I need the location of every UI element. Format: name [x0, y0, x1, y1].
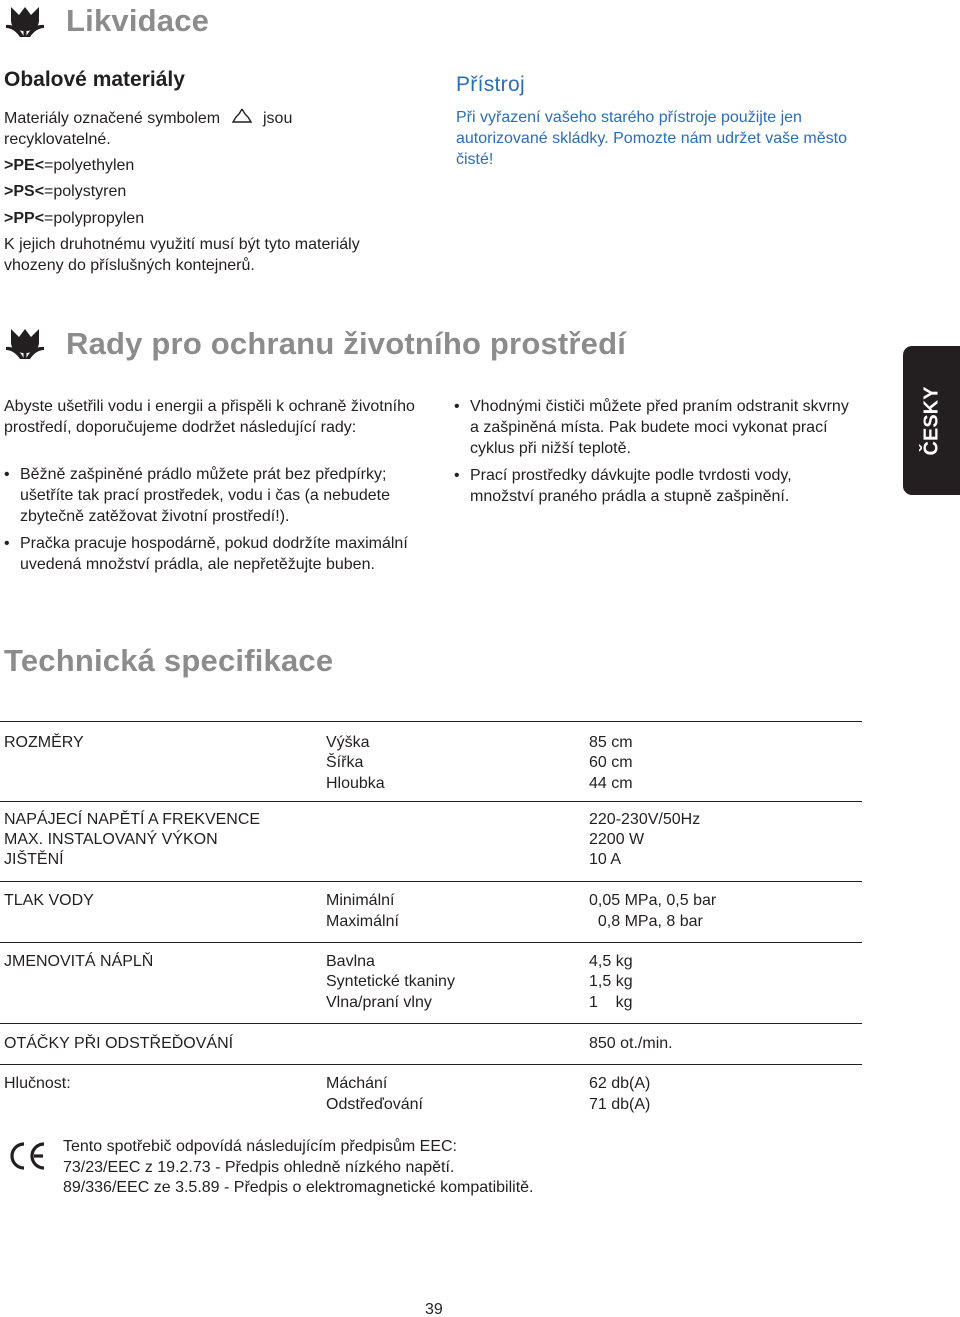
material-pp-code: >PP< — [4, 210, 45, 227]
spec-param: Výška — [326, 734, 370, 751]
packaging-heading: Obalové materiály — [4, 68, 185, 91]
environment-tips-right — [454, 396, 854, 507]
disposal-title: Likvidace — [66, 3, 210, 38]
material-ps — [4, 181, 126, 202]
packaging-note: K jejich druhotnému využití musí být tyto materiály vhozeny do příslušných kontejnerů. — [4, 236, 360, 274]
spec-value: 10 A — [589, 851, 622, 868]
spec-param: Maximální — [326, 913, 399, 930]
spec-param: Vlna/praní vlny — [326, 994, 432, 1011]
packaging-intro-before: Materiály označené symbolem — [4, 110, 221, 127]
ce-text — [63, 1137, 763, 1199]
material-ps-code: >PS< — [4, 183, 45, 200]
spec-value: 85 cm — [589, 734, 633, 751]
list-item: • Prací prostředky dávkujte podle tvrdosti vody, množství praného prádla a stupně zašpinění. — [454, 465, 854, 507]
ce-line: Tento spotřebič odpovídá následujícím předpisům EEC: — [63, 1138, 457, 1155]
spec-param: Hloubka — [326, 775, 385, 792]
spec-value: 44 cm — [589, 775, 633, 792]
spec-param: Minimální — [326, 892, 395, 909]
spec-value: 0,8 MPa, 8 bar — [589, 913, 703, 930]
spec-label: OTÁČKY PŘI ODSTŘEĎOVÁNÍ — [4, 1035, 234, 1052]
language-tab-label: ČESKY — [920, 386, 942, 455]
environment-tips-left — [4, 464, 424, 575]
material-pe-code: >PE< — [4, 157, 45, 174]
ce-mark-icon — [6, 1140, 48, 1172]
material-pp-name: =polypropylen — [44, 210, 145, 227]
eco-flower-icon — [6, 325, 44, 361]
list-item: • Vhodnými čističi můžete před praním odstranit skvrny a zašpiněná místa. Pak budete moci vykonat prací cyklus při nižší teplotě. — [454, 396, 854, 459]
spec-value: 4,5 kg — [589, 953, 633, 970]
list-item: • Běžně zašpiněné prádlo můžete prát bez předpírky; ušetříte tak prací prostředek, vodu i čas (a nebudete zbytečně zatěžovat životní prostředí!). — [4, 464, 424, 527]
packaging-intro-after: jsou — [263, 110, 293, 127]
spec-label: JMENOVITÁ NÁPLŇ — [4, 953, 154, 970]
spec-value: 2200 W — [589, 831, 645, 848]
material-pe — [4, 155, 134, 176]
spec-label: ROZMĚRY — [4, 734, 84, 751]
environment-title: Rady pro ochranu životního prostředí — [66, 326, 627, 361]
page-number: 39 — [425, 1301, 443, 1317]
spec-value: 0,05 MPa, 0,5 bar — [589, 892, 717, 909]
packaging-intro — [4, 108, 424, 150]
material-pp — [4, 208, 144, 229]
spec-param: Bavlna — [326, 953, 375, 970]
spec-param: Odstřeďování — [326, 1096, 423, 1113]
language-tab — [903, 346, 960, 495]
spec-value: 62 db(A) — [589, 1075, 651, 1092]
spec-value: 60 cm — [589, 754, 633, 771]
appliance-text: Při vyřazení vašeho starého přístroje použijte jen autorizované skládky. Pomozte nám udržet vaše město čisté! — [456, 109, 847, 168]
spec-param: Syntetické tkaniny — [326, 973, 455, 990]
specs-divider — [0, 721, 862, 722]
material-ps-name: =polystyren — [44, 183, 127, 200]
spec-label: Hlučnost: — [4, 1075, 71, 1092]
spec-value: 850 ot./min. — [589, 1035, 673, 1052]
spec-value: 71 db(A) — [589, 1096, 651, 1113]
spec-label: MAX. INSTALOVANÝ VÝKON — [4, 831, 218, 848]
specs-divider — [0, 1023, 862, 1024]
spec-label: JIŠTĚNÍ — [4, 851, 64, 868]
specs-divider — [0, 881, 862, 882]
eco-flower-icon — [6, 3, 44, 39]
specs-divider — [0, 801, 862, 802]
spec-param: Šířka — [326, 754, 364, 771]
spec-value: 1,5 kg — [589, 973, 633, 990]
specs-divider — [0, 942, 862, 943]
material-pe-name: =polyethylen — [44, 157, 135, 174]
environment-intro: Abyste ušetřili vodu i energii a přispěli k ochraně životního prostředí, doporučujeme dodržet následující rady: — [4, 398, 415, 436]
spec-label: NAPÁJECÍ NAPĚTÍ A FREKVENCE — [4, 811, 261, 828]
spec-value: 220-230V/50Hz — [589, 811, 701, 828]
ce-line: 73/23/EEC z 19.2.73 - Předpis ohledně nízkého napětí. — [63, 1158, 455, 1176]
list-item: • Pračka pracuje hospodárně, pokud dodržíte maximální uvedená množství prádla, ale nepřetěžujte buben. — [4, 533, 424, 575]
appliance-heading: Přístroj — [456, 73, 525, 96]
specs-divider — [0, 1064, 862, 1065]
ce-line: 89/336/EEC ze 3.5.89 - Předpis o elektromagnetické kompatibilitě. — [63, 1179, 534, 1196]
spec-value: 1 kg — [589, 994, 633, 1011]
spec-label: TLAK VODY — [4, 892, 94, 909]
specs-title: Technická specifikace — [4, 643, 334, 678]
recycle-icon — [231, 108, 253, 126]
packaging-intro-line2: recyklovatelné. — [4, 131, 111, 148]
spec-param: Máchání — [326, 1075, 388, 1092]
